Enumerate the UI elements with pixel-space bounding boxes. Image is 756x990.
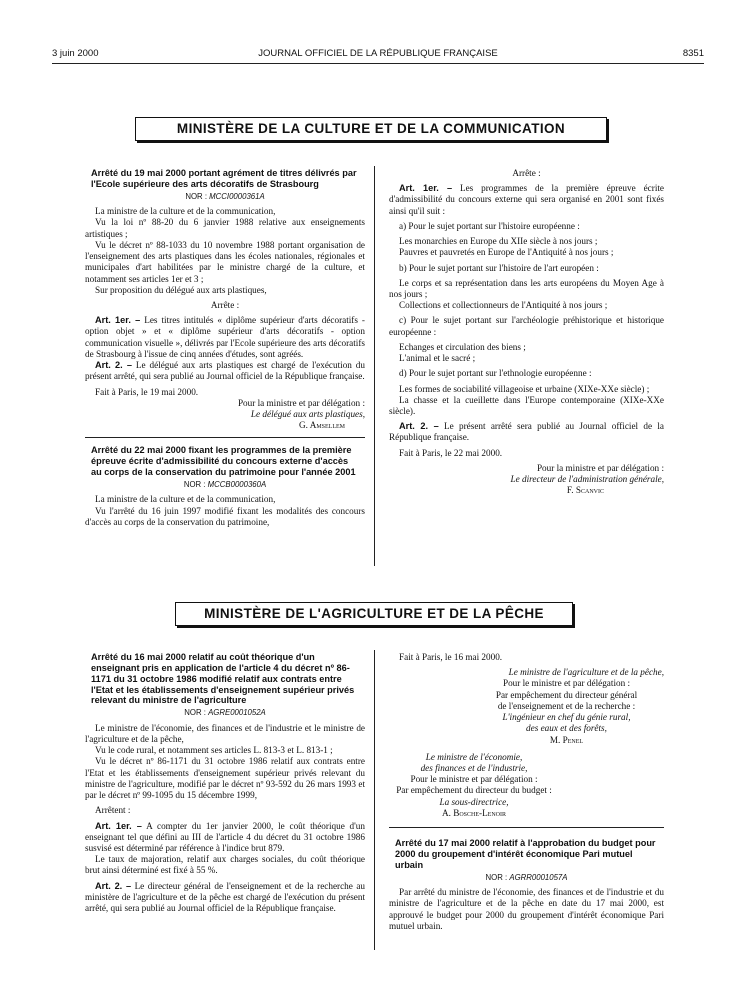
page-header: [52, 48, 704, 62]
signature-line: Par empêchement du directeur du budget :: [396, 785, 552, 796]
signature-block-economy: [389, 752, 559, 819]
article-2: Art. 2. – Le présent arrêté sera publié au Journal officiel de la République française.: [389, 421, 665, 443]
nor-reference: NOR : MCCB0000360A: [183, 479, 267, 489]
date-signed: Fait à Paris, le 16 mai 2000.: [399, 652, 503, 662]
date-signed: Fait à Paris, le 19 mai 2000.: [95, 386, 199, 397]
signature-line: Pour la ministre et par délégation :: [536, 462, 664, 473]
nor-reference: NOR : MCCI0000361A: [185, 191, 265, 201]
signature-title: Le directeur de l'administration générale,: [510, 474, 664, 485]
signature-minister: Le ministre de l'agriculture et de la pêche,: [508, 667, 664, 678]
signature-title: L'ingénieur en chef du génie rural,: [502, 712, 631, 723]
arrete-title: Arrêté du 22 mai 2000 fixant les programmes de la première épreuve écrite d'admissibilité du concours externe d'accès au corps de la conservation du patrimoine pour l'année 2001: [91, 445, 356, 478]
signature-title: La sous-directrice,: [439, 796, 509, 807]
program-item: Echanges et circulation des biens ;: [399, 341, 526, 352]
paragraph: Vu l'arrêté du 16 juin 1997 modifié fixant les modalités des concours d'accès au corps de la conservation du patrimoine,: [85, 505, 365, 527]
paragraph: Vu le décret nº 86-1171 du 31 octobre 1986 relatif aux contrats entre l'Etat et les établissements d'enseignement supérieur privés relevant du ministre de l'agriculture, modifié par le décret nº 93-592 du 26 mars 1993 et par le décret nº 99-1095 du 15 décembre 1999,: [85, 756, 365, 801]
arrete-heading: Arrête :: [512, 168, 541, 178]
nor-reference: NOR : AGRR0001057A: [485, 872, 568, 882]
signature-name: G. Amsellem: [298, 420, 345, 431]
paragraph: La ministre de la culture et de la communication,: [95, 206, 276, 217]
paragraph: Par arrêté du ministre de l'économie, des finances et de l'industrie et du ministre de l'agriculture et de la pêche en date du 17 mai 2000, est approuvé le budget pour 2000 du groupement d'intérêt économique Pari mutuel urbain.: [389, 887, 664, 931]
signature-minister: Le ministre de l'économie,: [425, 751, 523, 762]
signature-line: Pour la ministre et par délégation :: [237, 397, 365, 408]
signature-line: Pour le ministre et par délégation :: [410, 774, 538, 785]
program-item: Le corps et sa représentation dans les arts européens du Moyen Age à nos jours ;: [389, 277, 664, 299]
article-2: Art. 2. – Le délégué aux arts plastiques est chargé de l'exécution du présent arrêté, qui sera publié au Journal officiel de la République française.: [85, 360, 365, 382]
header-journal-title: JOURNAL OFFICIEL DE LA RÉPUBLIQUE FRANÇAISE: [258, 48, 498, 59]
paragraph: Le ministre de l'économie, des finances et de l'industrie et le ministre de l'agriculture et de la pêche,: [85, 722, 365, 745]
article-1: Art. 1er. – Les programmes de la première épreuve écrite d'admissibilité du concours externe qui sera organisé en 2001 sont fixés ainsi qu'il suit :: [389, 183, 664, 216]
article-1: Art. 1er. – A compter du 1er janvier 2000, le coût théorique d'un enseignant tel que défini au III de l'article 4 du décret du 31 octobre 1986 susvisé est déterminé par référence à l'indice brut 879.: [85, 820, 365, 853]
nor-reference: NOR : AGRE0001052A: [184, 708, 266, 718]
ministry-heading-agriculture: MINISTÈRE DE L'AGRICULTURE ET DE LA PÊCHE: [175, 602, 573, 626]
signature-title: Le délégué aux arts plastiques,: [250, 408, 365, 419]
column-separator: [374, 650, 375, 950]
arrete-title: Arrêté du 19 mai 2000 portant agrément de titres délivrés par l'Ecole supérieure des arts décoratifs de Strasbourg: [91, 168, 357, 189]
signature-minister: des finances et de l'industrie,: [420, 762, 528, 773]
signature-name: M. Penel: [549, 734, 584, 745]
column-separator: [374, 166, 375, 566]
program-item: Collections et collectionneurs de l'Antiquité à nos jours ;: [399, 300, 608, 311]
program-item: Pauvres et pauvretés en Europe de l'Antiquité à nos jours ;: [399, 247, 614, 258]
paragraph: Vu la loi nº 88-20 du 6 janvier 1988 relative aux enseignements artistiques ;: [85, 217, 365, 239]
signature-line: Pour le ministre et par délégation :: [502, 678, 631, 689]
article-2: Art. 2. – Le directeur général de l'enseignement et de la recherche au ministère de l'agriculture et de la pêche est chargé de l'exécution du présent arrêté, qui sera publié au Journal officiel de la République française.: [85, 880, 365, 914]
paragraph: Vu le code rural, et notamment ses articles L. 813-3 et L. 813-1 ;: [95, 745, 333, 756]
program-item: c) Pour le sujet portant sur l'archéologie préhistorique et historique européenne :: [389, 315, 664, 337]
divider: [85, 437, 365, 438]
header-page-number: 8351: [682, 48, 704, 59]
arrete-heading: Arrête :: [210, 299, 240, 310]
signature-line: Par empêchement du directeur général: [495, 689, 638, 700]
program-item: a) Pour le sujet portant sur l'histoire européenne :: [399, 220, 580, 231]
article-1: Art. 1er. – Les titres intitulés « diplôme supérieur d'arts décoratifs - option objet » et « diplôme supérieur d'arts décoratifs - option communication visuelle », délivrés par l'Ecole supérieure des arts décoratifs de Strasbourg à l'issue de cinq années d'études, sont agréés.: [85, 315, 365, 359]
program-item: d) Pour le sujet portant sur l'ethnologie européenne :: [399, 368, 592, 379]
paragraph: Le taux de majoration, relatif aux charges sociales, du coût théorique brut ainsi déterminé est fixé à 55 %.: [85, 854, 365, 876]
program-item: La chasse et la cueillette dans l'Europe contemporaine (XIXe-XXe siècle).: [389, 394, 664, 416]
section-agriculture-right-column: [389, 652, 664, 932]
section-agriculture-left-column: [85, 652, 365, 914]
signature-line: de l'enseignement et de la recherche :: [497, 700, 636, 711]
ministry-heading-culture: MINISTÈRE DE LA CULTURE ET DE LA COMMUNICATION: [135, 117, 607, 141]
paragraph: Vu le décret nº 88-1033 du 10 novembre 1988 portant organisation de l'enseignement des arts plastiques dans les écoles nationales, régionales et municipales d'art habilitées par le ministre chargé de la culture, et notamment ses articles 1er et 3 ;: [85, 239, 365, 284]
date-signed: Fait à Paris, le 22 mai 2000.: [399, 447, 503, 458]
program-item: b) Pour le sujet portant sur l'histoire de l'art européen :: [399, 262, 599, 273]
signature-block-agriculture: [389, 667, 664, 746]
signature-name: A. Bosche-Lenoir: [441, 807, 507, 818]
header-rule: [52, 63, 704, 64]
paragraph: La ministre de la culture et de la communication,: [95, 494, 276, 505]
section-culture-left-column: [85, 168, 365, 528]
arrete-heading: Arrêtent :: [95, 805, 131, 816]
header-date: 3 juin 2000: [52, 48, 99, 59]
program-item: Les formes de sociabilité villageoise et urbaine (XIXe-XXe siècle) ;: [399, 383, 650, 394]
signature-title: des eaux et des forêts,: [526, 723, 607, 734]
paragraph: Sur proposition du délégué aux arts plastiques,: [95, 284, 267, 295]
section-culture-right-column: [389, 168, 664, 496]
divider: [389, 827, 664, 828]
program-item: Les monarchies en Europe du XIIe siècle à nos jours ;: [399, 236, 598, 247]
signature-name: F. Scanvic: [566, 485, 604, 496]
arrete-title: Arrêté du 17 mai 2000 relatif à l'approbation du budget pour 2000 du groupement d'intérêt économique Pari mutuel urbain: [395, 838, 656, 870]
arrete-title: Arrêté du 16 mai 2000 relatif au coût théorique d'un enseignant pris en application de l'article 4 du décret nº 86-1171 du 31 octobre 1986 modifié relatif aux contrats entre l'Etat et les établissements d'enseignement supérieur privés relevant du ministre de l'agriculture: [91, 652, 355, 706]
program-item: L'animal et le sacré ;: [399, 353, 476, 364]
